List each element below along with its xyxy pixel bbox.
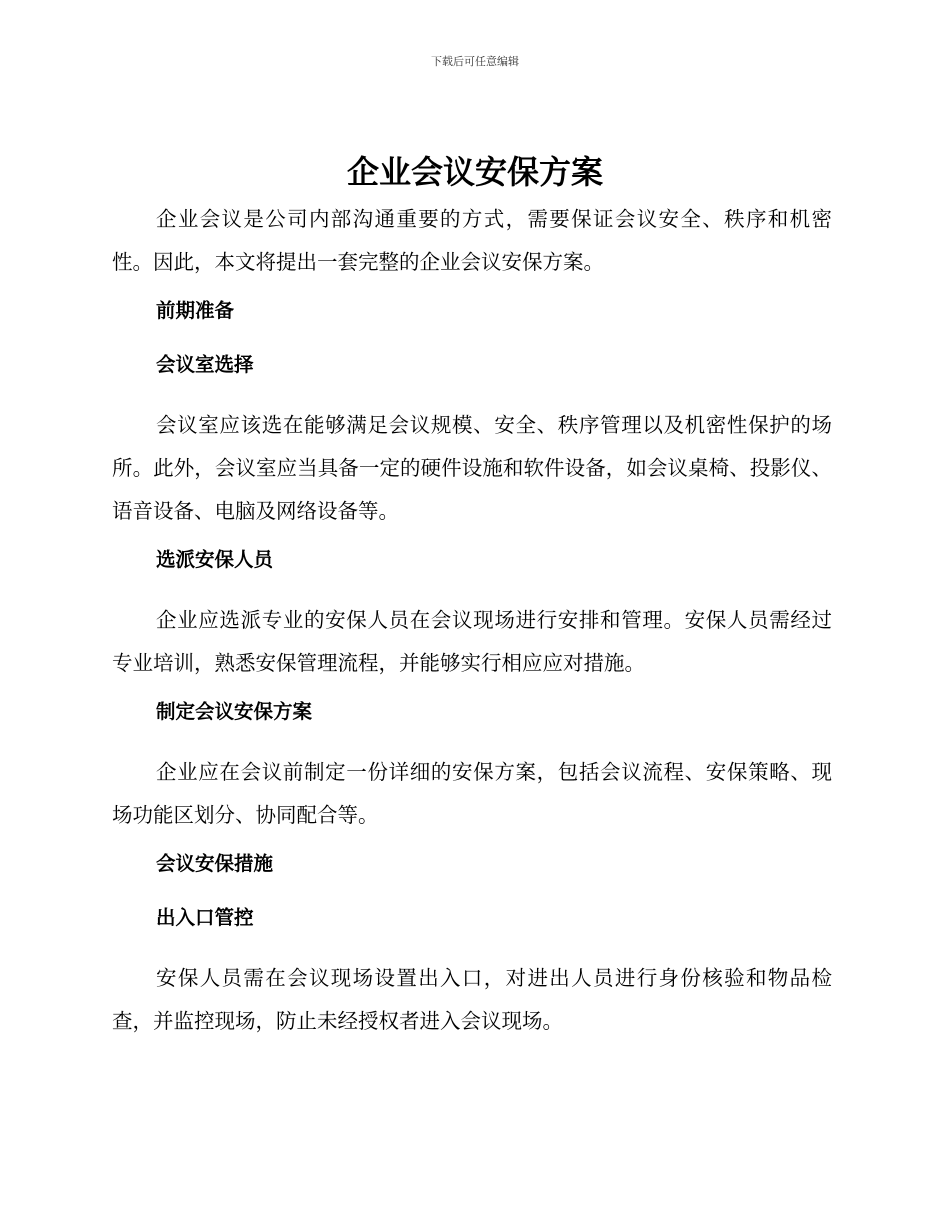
paragraph-security-staff: 企业应选派专业的安保人员在会议现场进行安排和管理。安保人员需经过专业培训，熟悉安保管理流程，并能够实行相应应对措施。 (112, 608, 832, 675)
paragraph-entrance-control: 安保人员需在会议现场设置出入口，对进出人员进行身份核验和物品检查，并监控现场，防止未经授权者进入会议现场。 (112, 966, 832, 1033)
section-heading-security-plan: 制定会议安保方案 (156, 700, 313, 723)
intro-paragraph: 企业会议是公司内部沟通重要的方式，需要保证会议安全、秩序和机密性。因此，本文将提出一套完整的企业会议安保方案。 (112, 207, 832, 274)
section-heading-room-selection: 会议室选择 (156, 353, 254, 376)
section-heading-security-measures: 会议安保措施 (156, 852, 274, 875)
section-heading-entrance-control: 出入口管控 (156, 906, 254, 929)
page-header-note: 下载后可任意编辑 (431, 55, 519, 68)
document-body (112, 198, 832, 1043)
document-title: 企业会议安保方案 (346, 153, 603, 191)
section-heading-preparation: 前期准备 (156, 299, 235, 322)
section-heading-security-staff: 选派安保人员 (156, 548, 274, 571)
paragraph-room-selection: 会议室应该选在能够满足会议规模、安全、秩序管理以及机密性保护的场所。此外，会议室应当具备一定的硬件设施和软件设备，如会议桌椅、投影仪、语音设备、电脑及网络设备等。 (112, 413, 832, 523)
paragraph-security-plan: 企业应在会议前制定一份详细的安保方案，包括会议流程、安保策略、现场功能区划分、协同配合等。 (112, 760, 832, 827)
